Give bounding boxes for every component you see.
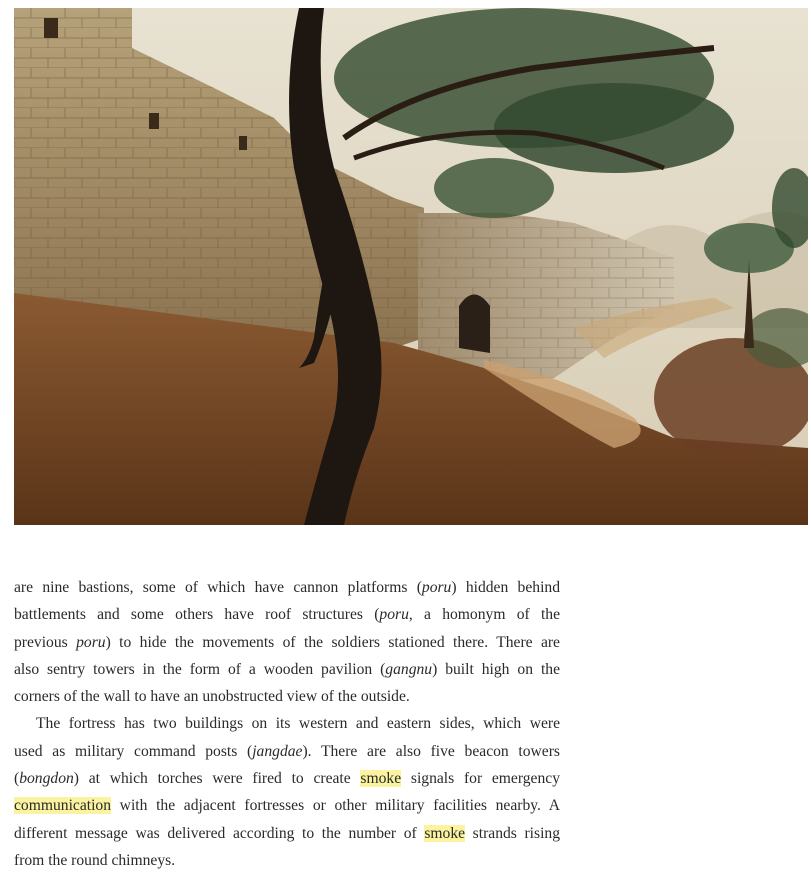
body-text — [14, 574, 560, 874]
text-line: corners of the wall to have an unobstructed view of the outside. — [14, 688, 410, 706]
text-line: are nine bastions, some of which have cannon platforms (poru) hidden behind — [14, 579, 561, 596]
text-line: previous poru) to hide the movements of the soldiers stationed there. There are — [14, 633, 560, 651]
text-line: also sentry towers in the form of a wooden pavilion (gangnu) built high on the — [14, 660, 560, 678]
text-line: used as military command posts (jangdae). There are also five beacon towers — [14, 742, 560, 760]
text-line: from the round chimneys. — [14, 851, 176, 869]
text-line: (bongdon) at which torches were fired to create smoke signals for emergency — [14, 770, 560, 788]
paragraph-2 — [14, 710, 560, 874]
paragraph-1 — [14, 574, 560, 710]
text-line: communication with the adjacent fortresses or other military facilities nearby. A — [14, 797, 560, 815]
text-line: battlements and some others have roof structures (poru, a homonym of the — [14, 606, 560, 624]
text-line: different message was delivered according to the number of smoke strands rising — [14, 824, 560, 842]
highlight-smoke: smoke — [360, 770, 402, 788]
highlight-communication: communication — [14, 797, 112, 815]
text-line: The fortress has two buildings on its western and eastern sides, which were — [36, 715, 560, 733]
fortress-photo — [14, 8, 808, 525]
highlight-smoke: smoke — [424, 824, 466, 842]
